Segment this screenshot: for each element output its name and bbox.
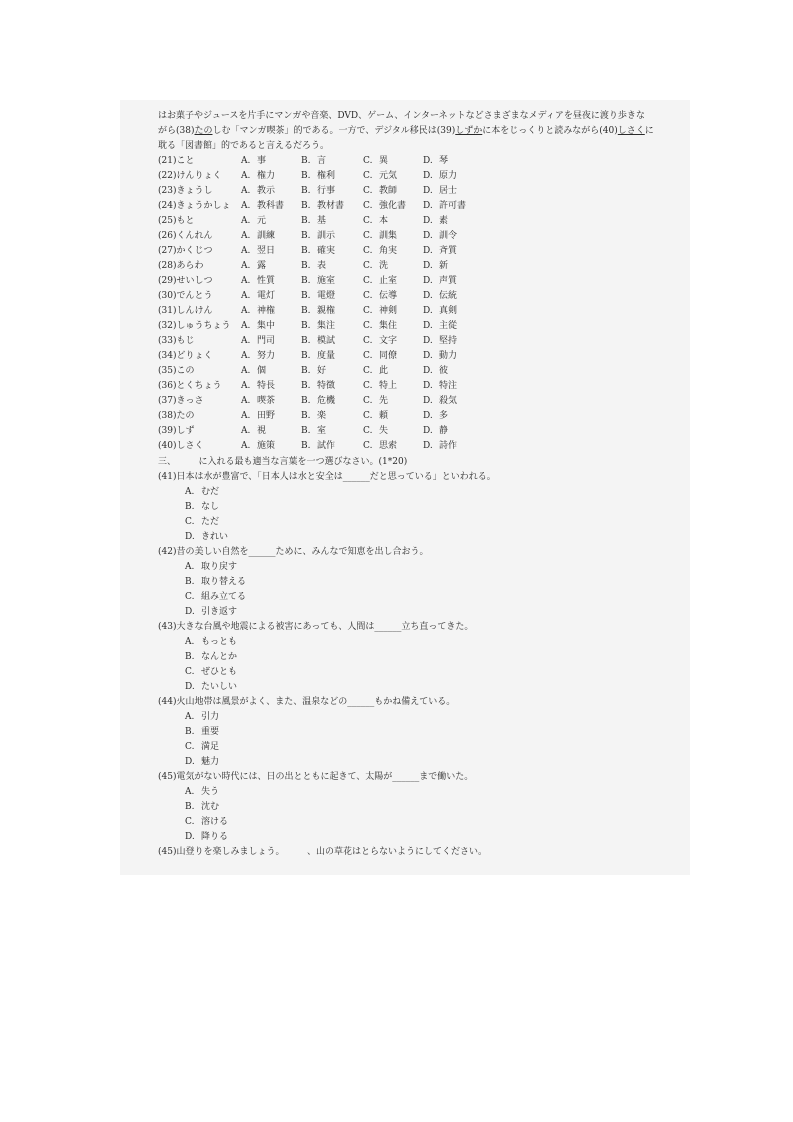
option-b: B. 施室 bbox=[301, 276, 336, 286]
option-a: A. 個 bbox=[241, 366, 267, 376]
option-a: A. 権力 bbox=[241, 171, 276, 181]
option-d: D. 殺気 bbox=[423, 396, 458, 406]
option-a: A. 施策 bbox=[241, 441, 276, 451]
option-d: D. 琴 bbox=[423, 156, 449, 166]
question-text: (43)大きな台風や地震による被害にあっても、人間は______立ち直ってきた。 bbox=[158, 622, 474, 632]
question-row bbox=[158, 169, 688, 184]
option-d: D. 新 bbox=[423, 261, 449, 271]
question-row bbox=[158, 304, 688, 319]
intro-line-1: はお菓子やジュースを片手にマンガや音楽、DVD、ゲーム、インターネットなどさまざまなメディアを昼夜に渡り歩きな bbox=[158, 111, 645, 121]
option-c: C. 本 bbox=[363, 216, 389, 226]
question-row bbox=[158, 214, 688, 229]
option-d: D. 特注 bbox=[423, 381, 458, 391]
question-reading: (29)せいしつ bbox=[158, 276, 213, 286]
underlined-word: たの bbox=[194, 126, 213, 136]
option-b: B. 権利 bbox=[301, 171, 336, 181]
question-text: (45)山登りを楽しみましょう。 、山の草花はとらないようにしてください。 bbox=[158, 847, 487, 857]
option-b: B. 電燈 bbox=[301, 291, 336, 301]
question-reading: (34)どりょく bbox=[158, 351, 213, 361]
fill-question-list bbox=[158, 470, 688, 845]
question-row bbox=[158, 289, 688, 304]
question-row bbox=[158, 334, 688, 349]
option-c: C. 強化書 bbox=[363, 201, 407, 211]
question-reading: (38)たの bbox=[158, 411, 195, 421]
intro-line-3: 耽る「図書館」的であると言えるだろう。 bbox=[158, 141, 330, 151]
question-reading: (31)しんけん bbox=[158, 306, 213, 316]
option-a: A. 教科書 bbox=[241, 201, 285, 211]
question-reading: (27)かくじつ bbox=[158, 246, 213, 256]
answer-option: A. もっとも bbox=[185, 637, 238, 647]
option-d: D. 斉質 bbox=[423, 246, 458, 256]
question-row bbox=[158, 319, 688, 334]
option-b: B. 室 bbox=[301, 426, 327, 436]
question-row bbox=[158, 274, 688, 289]
option-c: C. 訓集 bbox=[363, 231, 398, 241]
question-reading: (25)もと bbox=[158, 216, 195, 226]
answer-option: C. ぜひとも bbox=[185, 667, 238, 677]
option-b: B. 度量 bbox=[301, 351, 336, 361]
option-d: D. 許可書 bbox=[423, 201, 467, 211]
option-a: A. 努力 bbox=[241, 351, 276, 361]
option-d: D. 訓令 bbox=[423, 231, 458, 241]
question-reading: (26)くんれん bbox=[158, 231, 213, 241]
answer-option: B. なんとか bbox=[185, 652, 238, 662]
option-a: A. 神権 bbox=[241, 306, 276, 316]
answer-option: C. 満足 bbox=[185, 742, 220, 752]
option-c: C. 此 bbox=[363, 366, 389, 376]
option-d: D. 詩作 bbox=[423, 441, 458, 451]
answer-option: D. たいしい bbox=[185, 682, 238, 692]
option-d: D. 静 bbox=[423, 426, 449, 436]
option-d: D. 居士 bbox=[423, 186, 458, 196]
question-reading: (28)あらわ bbox=[158, 261, 204, 271]
question-reading: (24)きょうかしょ bbox=[158, 201, 231, 211]
option-b: B. 基 bbox=[301, 216, 327, 226]
option-b: B. 危機 bbox=[301, 396, 336, 406]
option-b: B. 親権 bbox=[301, 306, 336, 316]
question-reading: (39)しず bbox=[158, 426, 195, 436]
question-row bbox=[158, 424, 688, 439]
question-reading: (32)しゅうちょう bbox=[158, 321, 231, 331]
answer-option: D. 引き返す bbox=[185, 607, 238, 617]
section-heading: 三、 に入れる最も適当な言葉を一つ選びなさい。(1*20) bbox=[158, 457, 408, 467]
option-a: A. 喫茶 bbox=[241, 396, 276, 406]
option-b: B. 模試 bbox=[301, 336, 336, 346]
question-row bbox=[158, 244, 688, 259]
document-body bbox=[158, 109, 688, 860]
option-a: A. 事 bbox=[241, 156, 267, 166]
answer-option: B. なし bbox=[185, 502, 220, 512]
option-d: D. 彼 bbox=[423, 366, 449, 376]
option-a: A. 性質 bbox=[241, 276, 276, 286]
option-c: C. 角実 bbox=[363, 246, 398, 256]
option-b: B. 行事 bbox=[301, 186, 336, 196]
answer-option: B. 取り替える bbox=[185, 577, 247, 587]
question-reading: (22)けんりょく bbox=[158, 171, 222, 181]
question-row bbox=[158, 364, 688, 379]
question-reading: (23)きょうし bbox=[158, 186, 213, 196]
question-row bbox=[158, 409, 688, 424]
answer-option: D. 魅力 bbox=[185, 757, 220, 767]
option-a: A. 翌日 bbox=[241, 246, 276, 256]
option-a: A. 教示 bbox=[241, 186, 276, 196]
question-row bbox=[158, 184, 688, 199]
option-a: A. 露 bbox=[241, 261, 267, 271]
option-c: C. 元気 bbox=[363, 171, 398, 181]
answer-option: A. 失う bbox=[185, 787, 220, 797]
question-row bbox=[158, 154, 688, 169]
question-text: (41)日本は水が豊富で、「日本人は水と安全は______だと思っている」といわれる。 bbox=[158, 472, 496, 482]
option-c: C. 先 bbox=[363, 396, 389, 406]
question-reading: (36)とくちょう bbox=[158, 381, 222, 391]
answer-option: D. きれい bbox=[185, 532, 229, 542]
question-reading: (35)この bbox=[158, 366, 195, 376]
option-b: B. 訓示 bbox=[301, 231, 336, 241]
option-d: D. 動力 bbox=[423, 351, 458, 361]
underlined-word: しさく bbox=[617, 126, 645, 136]
option-b: B. 楽 bbox=[301, 411, 327, 421]
question-row bbox=[158, 199, 688, 214]
option-c: C. 異 bbox=[363, 156, 389, 166]
intro-line-2: がら(38)たのしむ「マンガ喫茶」的である。一方で、デジタル移民は(39)しずかに本をじっくりと読みながら(40)しさくに bbox=[158, 126, 654, 136]
question-text: (45)電気がない時代には、日の出とともに起きて、太陽が______まで働いた。 bbox=[158, 772, 474, 782]
option-c: C. 止室 bbox=[363, 276, 398, 286]
question-row bbox=[158, 259, 688, 274]
answer-option: C. ただ bbox=[185, 517, 220, 527]
option-b: B. 集注 bbox=[301, 321, 336, 331]
option-d: D. 堅持 bbox=[423, 336, 458, 346]
option-a: A. 特長 bbox=[241, 381, 276, 391]
kanji-question-list bbox=[158, 154, 688, 454]
option-b: B. 言 bbox=[301, 156, 327, 166]
option-a: A. 訓練 bbox=[241, 231, 276, 241]
option-b: B. 表 bbox=[301, 261, 327, 271]
answer-option: C. 溶ける bbox=[185, 817, 229, 827]
question-reading: (40)しさく bbox=[158, 441, 204, 451]
option-a: A. 集中 bbox=[241, 321, 276, 331]
question-row bbox=[158, 349, 688, 364]
option-b: B. 特徴 bbox=[301, 381, 336, 391]
option-d: D. 主從 bbox=[423, 321, 458, 331]
option-c: C. 失 bbox=[363, 426, 389, 436]
option-c: C. 伝導 bbox=[363, 291, 398, 301]
answer-option: A. むだ bbox=[185, 487, 220, 497]
answer-option: A. 取り戻す bbox=[185, 562, 238, 572]
question-row bbox=[158, 439, 688, 454]
question-reading: (33)もじ bbox=[158, 336, 195, 346]
option-b: B. 教材書 bbox=[301, 201, 345, 211]
option-a: A. 門司 bbox=[241, 336, 276, 346]
option-d: D. 声質 bbox=[423, 276, 458, 286]
question-text: (44)火山地帯は風景がよく、また、温泉などの______もかね備えている。 bbox=[158, 697, 456, 707]
question-reading: (30)でんとう bbox=[158, 291, 213, 301]
question-reading: (37)きっさ bbox=[158, 396, 204, 406]
underlined-word: しずか bbox=[455, 126, 483, 136]
option-d: D. 真剣 bbox=[423, 306, 458, 316]
option-c: C. 頼 bbox=[363, 411, 389, 421]
option-a: A. 元 bbox=[241, 216, 267, 226]
option-b: B. 好 bbox=[301, 366, 327, 376]
answer-option: B. 重要 bbox=[185, 727, 220, 737]
answer-option: B. 沈む bbox=[185, 802, 220, 812]
option-c: C. 同僚 bbox=[363, 351, 398, 361]
answer-option: D. 降りる bbox=[185, 832, 229, 842]
option-d: D. 伝統 bbox=[423, 291, 458, 301]
option-d: D. 原力 bbox=[423, 171, 458, 181]
answer-option: C. 組み立てる bbox=[185, 592, 247, 602]
answer-option: A. 引力 bbox=[185, 712, 220, 722]
option-a: A. 電灯 bbox=[241, 291, 276, 301]
option-c: C. 集住 bbox=[363, 321, 398, 331]
option-b: B. 確実 bbox=[301, 246, 336, 256]
option-c: C. 神剣 bbox=[363, 306, 398, 316]
question-text: (42)昔の美しい自然を______ために、みんなで知恵を出し合おう。 bbox=[158, 547, 429, 557]
option-c: C. 教師 bbox=[363, 186, 398, 196]
option-c: C. 特上 bbox=[363, 381, 398, 391]
option-c: C. 文字 bbox=[363, 336, 398, 346]
question-row bbox=[158, 394, 688, 409]
option-a: A. 田野 bbox=[241, 411, 276, 421]
option-b: B. 試作 bbox=[301, 441, 336, 451]
question-reading: (21)こと bbox=[158, 156, 195, 166]
question-row bbox=[158, 229, 688, 244]
option-d: D. 素 bbox=[423, 216, 449, 226]
option-d: D. 多 bbox=[423, 411, 449, 421]
option-c: C. 洗 bbox=[363, 261, 389, 271]
option-c: C. 思索 bbox=[363, 441, 398, 451]
question-row bbox=[158, 379, 688, 394]
option-a: A. 視 bbox=[241, 426, 267, 436]
